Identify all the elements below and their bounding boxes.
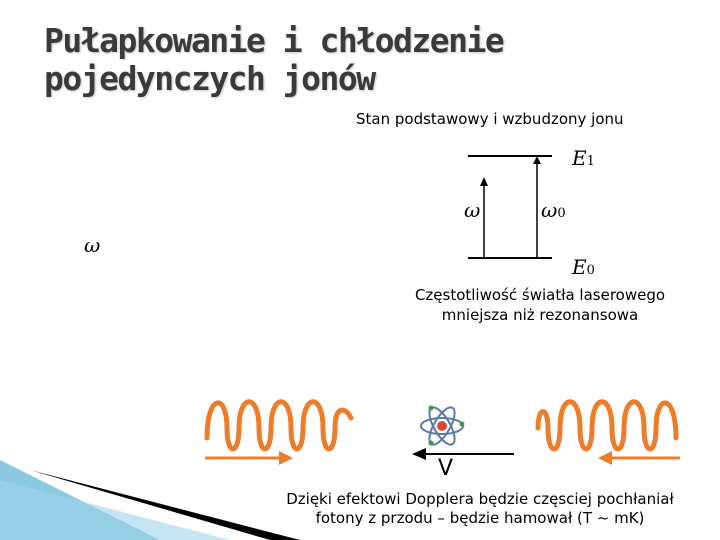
right-laser-beam [530,398,690,473]
right-beam-arrowhead [598,451,612,465]
laser-photon-arrowhead [480,177,488,186]
corner-light-swoosh [0,480,230,540]
doppler-explanation-line-1: Dzięki efektowi Dopplera będzie częsciej pochłaniał [286,490,674,508]
right-wave-icon [538,402,676,449]
laser-frequency-label: ω [464,198,481,222]
atom-icon [418,402,466,450]
transition-arrowhead [533,156,541,164]
left-laser-beam [195,398,360,473]
left-laser-frequency-label: ω [84,233,101,257]
doppler-explanation [240,490,720,528]
velocity-label: V [438,456,454,481]
left-wave-icon [207,402,351,449]
slide-title [44,22,524,98]
slide-title-line-2: pojedynczych jonów [44,59,375,98]
upper-level-label: E1 [572,146,595,170]
slide-title-line-1: Pułapkowanie i chłodzenie [44,21,504,60]
frequency-caption [340,285,720,325]
transition-frequency-label: ω0 [541,198,566,222]
left-beam-arrowhead [279,451,293,465]
doppler-explanation-line-2: fotony z przodu – będzie hamował (T ~ mK) [315,509,645,527]
velocity-arrow [410,446,520,462]
frequency-caption-line-2: mniejsza niż rezonansowa [441,306,639,324]
lower-level-label: E0 [572,255,595,279]
frequency-caption-line-1: Częstotliwość światła laserowego [414,286,666,304]
subtitle: Stan podstawowy i wzbudzony jonu [356,110,624,128]
